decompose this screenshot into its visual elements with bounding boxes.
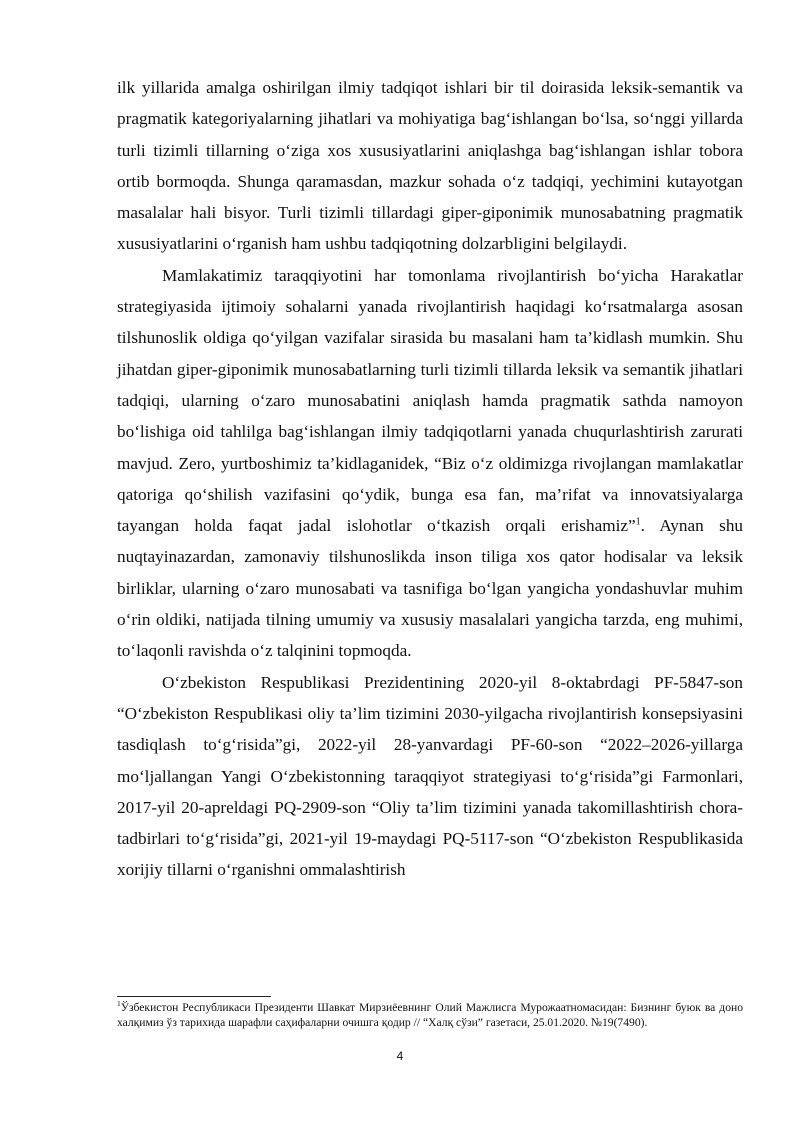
paragraph-3: O‘zbekiston Respublikasi Prezidentining 2020-yil 8-oktabrdagi PF-5847-son “O‘zbekiston Respublikasi oliy ta’lim tizimini 2030-yilgacha rivojlantirish konsepsiyasini tasdiqlash to‘g‘risida”gi, 2022-yil 28-yanvardagi PF-60-son “2022–2026-yillarga mo‘ljallangan Yangi O‘zbekistonning taraqqiyot strategiyasi to‘g‘risida”gi Farmonlari, 2017-yil 20-apreldagi PQ-2909-son “Oliy ta’lim tizimini yanada takomillashtirish chora-tadbirlari to‘g‘risida”gi, 2021-yil 19-maydagi PQ-5117-son “O‘zbekiston Respublikasida xorijiy tillarni o‘rganishni ommalashtirish	[117, 672, 743, 880]
document-body	[117, 72, 743, 886]
paragraph-2-text-a: Mamlakatimiz taraqqiyotini har tomonlama rivojlantirish bo‘yicha Harakatlar strategiyasida ijtimoiy sohalarni yanada rivojlantirish haqidagi ko‘rsatmalarga asosan tilshunoslik oldiga qo‘yilgan vazifalar sirasida bu masalani ham ta’kidlash mumkin. Shu jihatdan giper-giponimik munosabatlarning turli tizimli tillarda leksik va semantik jihatlari tadqiqi, ularning o‘zaro munosabatini aniqlash hamda pragmatik sathda namoyon bo‘lishiga oid tahlilga bag‘ishlangan ilmiy tadqiqotlarni yanada chuqurlashtirish zarurati mavjud. Zero, yurtboshimiz ta’kidlaganidek, “Biz o‘z oldimizga rivojlangan mamlakatlar qatoriga qo‘shilish vazifasini qo‘ydik, bunga esa fan, ma’rifat va innovatsiyalarga tayangan holda faqat jadal islohotlar o‘tkazish orqali erishamiz”	[117, 265, 743, 536]
footnote-reference[interactable]: 1	[635, 516, 641, 528]
footnote-text: Ўзбекистон Республикаси Президенти Шавкат Мирзиёевнинг Олий Мажлисга Мурожаатномасидан: Бизнинг буюк ва доно халқимиз ўз тарихида шарафли саҳифаларни очишга қодир // “Халқ сўзи” газетаси, 25.01.2020. №19(7490).	[117, 1001, 743, 1030]
paragraph-1: ilk yillarida amalga oshirilgan ilmiy tadqiqot ishlari bir til doirasida leksik-semantik va pragmatik kategoriyalarning jihatlari va mohiyatiga bag‘ishlangan bo‘lsa, so‘nggi yillarda turli tizimli tillarning o‘ziga xos xususiyatlarini aniqlashga bag‘ishlangan ishlar tobora ortib bormoqda. Shunga qaramasdan, mazkur sohada o‘z tadqiqi, yechimini kutayotgan masalalar hali bisyor. Turli tizimli tillardagi giper-giponimik munosabatning pragmatik xususiyatlarini o‘rganish ham ushbu tadqiqotning dolzarbligini belgilaydi.	[117, 78, 743, 254]
footnote-mark: 1	[117, 999, 121, 1009]
paragraph-2-text-b: . Aynan shu nuqtayinazardan, zamonaviy tilshunoslikda inson tiligа xos qator hodisalar va leksik birliklar, ularning o‘zaro munosabati va tasnifiga bo‘lgan yangicha yondashuvlar muhim o‘rin oldiki, natijada tilning umumiy va xususiy masalalari yangicha tarzda, eng muhimi, to‘laqonli ravishda o‘z talqinini topmoqda.	[117, 516, 744, 661]
footnote-separator	[117, 996, 271, 997]
footnote	[117, 1000, 743, 1031]
page-number: 4	[396, 1049, 404, 1063]
paragraph-2	[117, 260, 743, 667]
